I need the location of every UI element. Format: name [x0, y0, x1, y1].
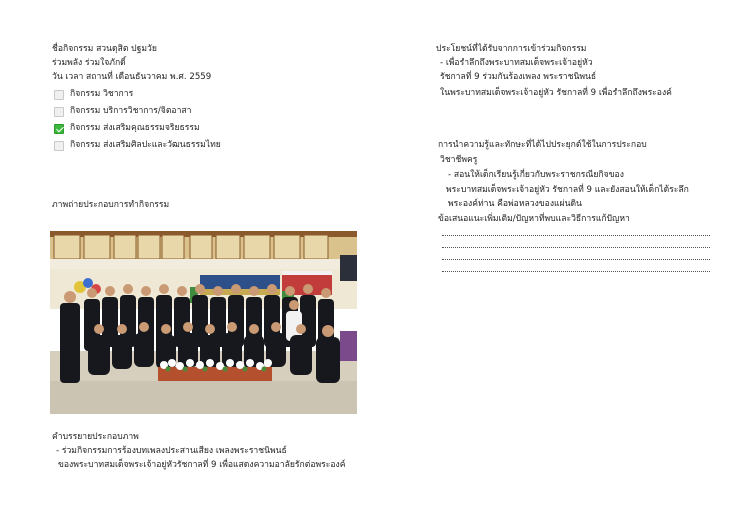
activity-photo	[50, 231, 357, 414]
checkbox-label-ethics: กิจกรรม ส่งเสริมคุณธรรมจริยธรรม	[70, 123, 200, 133]
answer-dotted-line[interactable]	[442, 258, 710, 260]
benefit-line-2: รัชกาลที่ 9 ร่วมกันร้องเพลง พระราชนิพนธ์	[440, 72, 597, 82]
apply-line-1: - สอนให้เด็กเรียนรู้เกี่ยวกับพระราชกรณียกิจของ	[448, 170, 624, 180]
caption-line-2: ของพระบาทสมเด็จพระเจ้าอยู่หัวรัชกาลที่ 9 เพื่อแสดงความอาลัยรักต่อพระองค์	[58, 460, 346, 470]
apply-line-2: พระบาทสมเด็จพระเจ้าอยู่หัว รัชกาลที่ 9 และยังสอนให้เด็กได้ระลึก	[446, 185, 689, 195]
checkbox-label-service: กิจกรรม บริการวิชาการ/จิตอาสา	[70, 106, 192, 116]
caption-line-1: - ร่วมกิจกรรมการร้องบทเพลงประสานเสียง เพลงพระราชนิพนธ์	[56, 446, 287, 456]
answer-dotted-line[interactable]	[442, 234, 710, 236]
benefit-line-3: ในพระบาทสมเด็จพระเจ้าอยู่หัว รัชกาลที่ 9 เพื่อรำลึกถึงพระองค์	[440, 88, 672, 98]
checkbox-label-culture: กิจกรรม ส่งเสริมศิลปะและวัฒนธรรมไทย	[70, 140, 221, 150]
benefit-line-1: - เพื่อรำลึกถึงพระบาทสมเด็จพระเจ้าอยู่หัว	[440, 58, 593, 68]
answer-dotted-line[interactable]	[442, 270, 710, 272]
checkbox-culture[interactable]	[54, 141, 64, 151]
apply-line-3: พระองค์ท่าน คือพ่อหลวงของแผ่นดิน	[448, 199, 582, 209]
benefit-heading: ประโยชน์ที่ได้รับจากการเข้าร่วมกิจกรรม	[436, 44, 587, 54]
suggest-heading: ข้อเสนอแนะเพิ่มเติม/ปัญหาที่พบและวิธีการแก้ปัญหา	[438, 214, 630, 224]
activity-name: ชื่อกิจกรรม สวนดุสิต ปฐมวัย	[52, 44, 157, 54]
apply-heading-1: การนำความรู้และทักษะที่ได้ไปประยุกต์ใช้ในการประกอบ	[438, 140, 647, 150]
checkbox-service[interactable]	[54, 107, 64, 117]
photo-heading: ภาพถ่ายประกอบการทำกิจกรรม	[52, 200, 170, 210]
apply-heading-2: วิชาชีพครู	[440, 155, 478, 165]
activity-slogan: ร่วมพลัง ร่วมใจภักดิ์	[52, 58, 126, 68]
checkbox-label-academic: กิจกรรม วิชาการ	[70, 89, 134, 99]
activity-datetime-place: วัน เวลา สถานที่ เดือนธันวาคม พ.ศ. 2559	[52, 72, 212, 82]
checkbox-academic[interactable]	[54, 90, 64, 100]
caption-heading: คำบรรยายประกอบภาพ	[52, 432, 139, 442]
checkbox-ethics[interactable]	[54, 124, 64, 134]
answer-dotted-line[interactable]	[442, 246, 710, 248]
